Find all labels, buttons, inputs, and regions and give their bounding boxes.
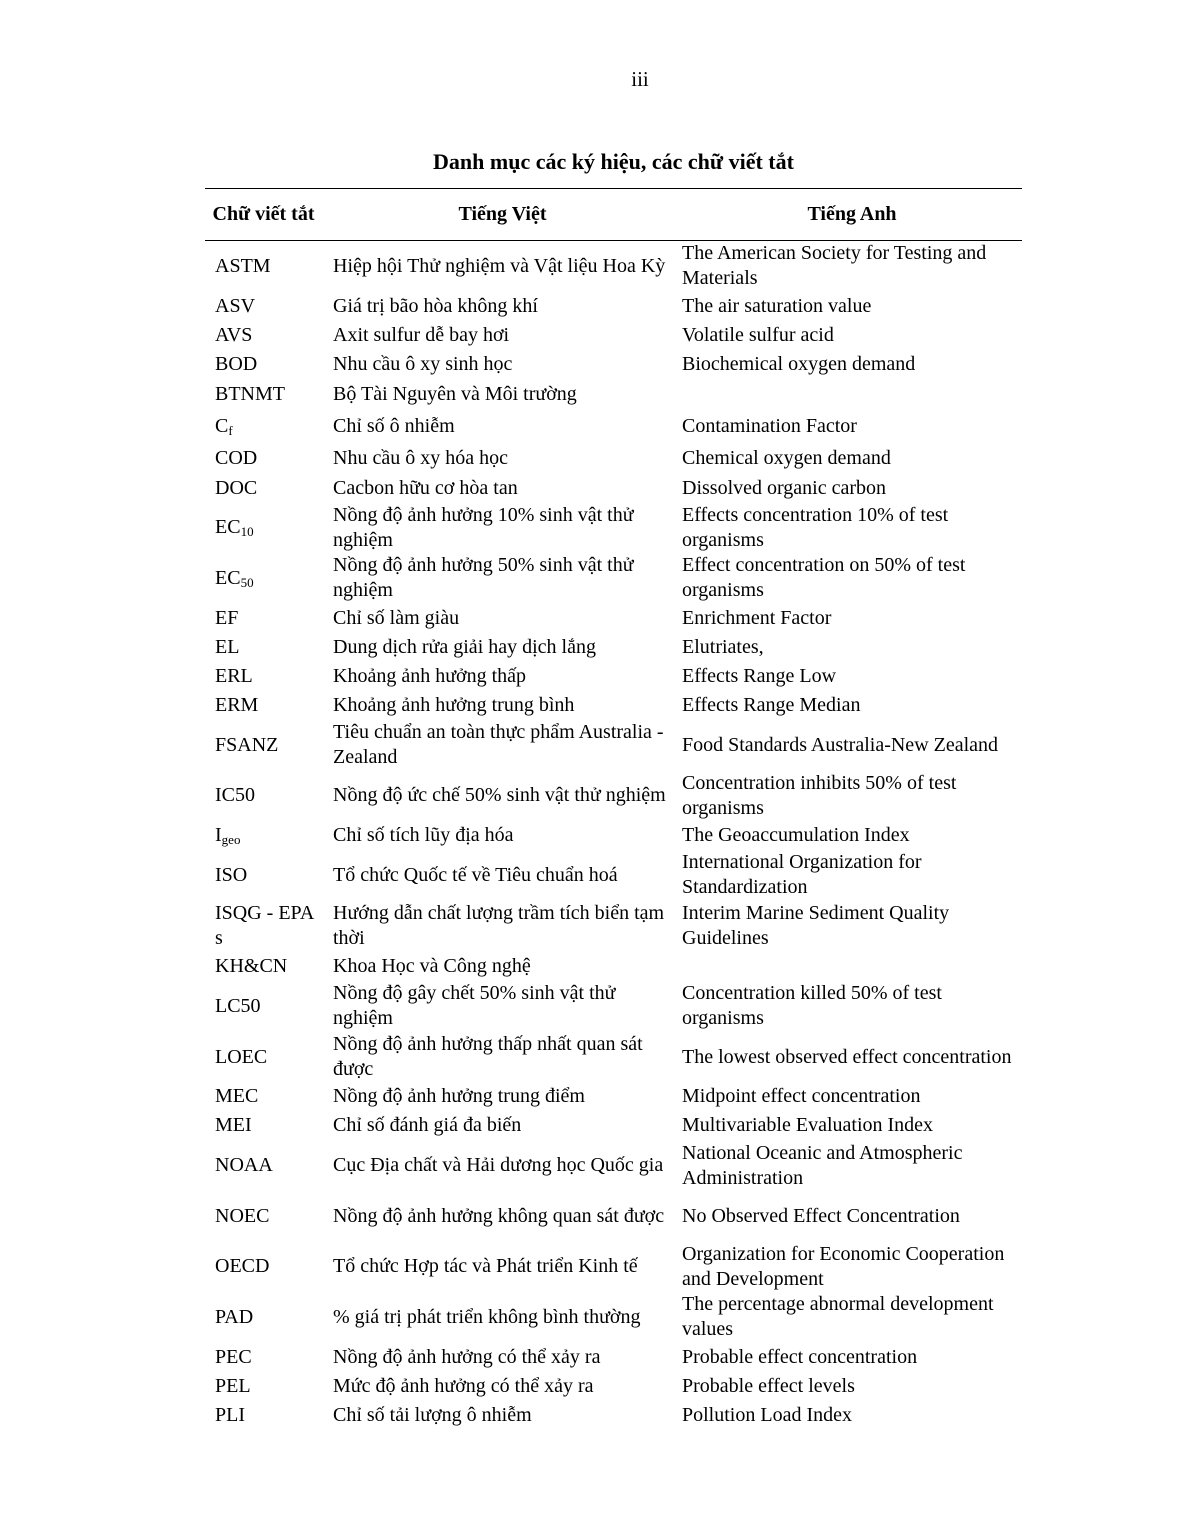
abbreviation-cell — [205, 664, 322, 689]
abbreviation-subscript: 10 — [240, 524, 254, 540]
abbreviation-text: EC — [215, 566, 241, 589]
abbreviation-text: BTNMT — [215, 383, 285, 406]
table-row — [205, 553, 1022, 604]
header-abbreviation: Chữ viết tắt — [212, 203, 315, 225]
abbreviation-text: ERL — [215, 664, 253, 687]
abbreviation-text: PAD — [215, 1305, 254, 1328]
abbreviation-text: NOAA — [215, 1154, 273, 1177]
abbreviation-cell — [205, 1204, 322, 1229]
english-cell: Concentration killed 50% of test organisms — [682, 982, 942, 1030]
vietnamese-cell: Nồng độ ảnh hưởng 50% sinh vật thử nghiệm — [333, 554, 634, 602]
vietnamese-cell: Nồng độ ảnh hưởng có thể xảy ra — [333, 1345, 601, 1368]
abbreviation-cell — [205, 863, 322, 888]
abbreviation-text: DOC — [215, 476, 258, 499]
abbreviation-text: C — [215, 415, 229, 438]
table-row — [205, 1372, 1022, 1401]
table-row — [205, 604, 1022, 633]
abbreviation-cell — [205, 823, 322, 848]
vietnamese-cell: Chỉ số tích lũy địa hóa — [333, 823, 514, 846]
abbreviation-subscript: f — [228, 423, 233, 439]
abbreviation-cell — [205, 954, 322, 979]
english-cell: Food Standards Australia-New Zealand — [682, 733, 999, 756]
english-cell: Organization for Economic Cooperation and Development — [682, 1242, 1005, 1290]
vietnamese-cell: % giá trị phát triển không bình thường — [333, 1305, 641, 1328]
abbreviation-cell — [205, 1345, 322, 1370]
table-row — [205, 292, 1022, 321]
table-row — [205, 411, 1022, 443]
table-row — [205, 1242, 1022, 1293]
vietnamese-cell: Nồng độ ảnh hưởng trung điểm — [333, 1085, 585, 1108]
abbreviation-cell — [205, 382, 322, 407]
abbreviation-subscript: 50 — [240, 574, 254, 590]
table-row — [205, 662, 1022, 691]
abbreviation-cell — [205, 1045, 322, 1070]
english-cell: The American Society for Testing and Materials — [682, 242, 987, 290]
table-row — [205, 1401, 1022, 1430]
abbreviation-cell — [205, 515, 322, 540]
table-row — [205, 503, 1022, 554]
abbreviation-text: AVS — [215, 323, 253, 346]
abbreviation-text: FSANZ — [215, 733, 279, 756]
abbreviation-text: I — [215, 823, 222, 846]
vietnamese-cell: Khoảng ảnh hưởng trung bình — [333, 693, 575, 716]
english-cell: Elutriates, — [682, 635, 764, 658]
abbreviation-cell — [205, 693, 322, 718]
abbreviation-cell — [205, 446, 322, 471]
abbreviation-text: EC — [215, 516, 241, 539]
vietnamese-cell: Tiêu chuẩn an toàn thực phẩm Australia - Zealand — [333, 721, 664, 769]
abbreviation-text: NOEC — [215, 1204, 270, 1227]
vietnamese-cell: Bộ Tài Nguyên và Môi trường — [333, 383, 577, 406]
english-cell: National Oceanic and Atmospheric Administration — [682, 1141, 963, 1189]
english-cell: Dissolved organic carbon — [682, 476, 887, 499]
abbreviation-cell — [205, 994, 322, 1019]
abbreviation-cell — [205, 414, 322, 439]
table-row — [205, 981, 1022, 1032]
table-row — [205, 1082, 1022, 1111]
table-row — [205, 1292, 1022, 1343]
abbreviation-text: EF — [215, 606, 239, 629]
vietnamese-cell: Cacbon hữu cơ hòa tan — [333, 476, 518, 499]
abbreviation-text: ISO — [215, 863, 248, 886]
table-row — [205, 821, 1022, 850]
table-row — [205, 1140, 1022, 1191]
table-row — [205, 321, 1022, 350]
abbreviation-cell — [205, 1254, 322, 1279]
table-row — [205, 720, 1022, 771]
abbreviation-cell — [205, 733, 322, 758]
abbreviation-text: EL — [215, 635, 240, 658]
abbreviation-cell — [205, 352, 322, 377]
english-cell: Chemical oxygen demand — [682, 446, 891, 469]
abbreviation-subscript: geo — [221, 831, 241, 847]
table-row — [205, 691, 1022, 720]
vietnamese-cell: Hướng dẫn chất lượng trầm tích biển tạm thời — [333, 902, 665, 950]
english-cell: The Geoaccumulation Index — [682, 823, 910, 846]
vietnamese-cell: Nhu cầu ô xy hóa học — [333, 446, 508, 469]
abbreviation-cell — [205, 1113, 322, 1138]
abbreviation-text: PEC — [215, 1345, 252, 1368]
vietnamese-cell: Tổ chức Quốc tế về Tiêu chuẩn hoá — [333, 863, 618, 886]
abbreviation-text: PEL — [215, 1374, 251, 1397]
table-row — [205, 1191, 1022, 1242]
english-cell: The air saturation value — [682, 294, 872, 317]
abbreviation-cell — [205, 1153, 322, 1178]
english-cell: Midpoint effect concentration — [682, 1085, 921, 1108]
vietnamese-cell: Khoảng ảnh hưởng thấp — [333, 664, 527, 687]
english-cell: Biochemical oxygen demand — [682, 352, 916, 375]
vietnamese-cell: Chỉ số đánh giá đa biến — [333, 1114, 522, 1137]
abbreviation-text: LC50 — [215, 994, 261, 1017]
header-english: Tiếng Anh — [807, 203, 897, 225]
abbreviation-text: MEI — [215, 1114, 252, 1137]
english-cell: The lowest observed effect concentration — [682, 1045, 1012, 1068]
table-body — [205, 241, 1022, 1430]
english-cell: Volatile sulfur acid — [682, 323, 834, 346]
abbreviation-text: ERM — [215, 693, 259, 716]
abbreviation-text: KH&CN — [215, 955, 288, 978]
abbreviation-text: BOD — [215, 352, 258, 375]
abbreviation-cell — [205, 1374, 322, 1399]
english-cell: No Observed Effect Concentration — [682, 1204, 960, 1227]
table-row — [205, 901, 1022, 953]
abbreviation-cell — [205, 566, 322, 591]
abbreviation-cell — [205, 1084, 322, 1109]
vietnamese-cell: Nồng độ ảnh hưởng 10% sinh vật thử nghiệm — [333, 503, 634, 551]
english-cell: Multivariable Evaluation Index — [682, 1114, 934, 1137]
english-cell: Effects concentration 10% of test organisms — [682, 503, 949, 551]
english-cell: Concentration inhibits 50% of test organisms — [682, 771, 957, 819]
abbreviation-cell — [205, 323, 322, 348]
english-cell: Effects Range Median — [682, 693, 861, 716]
vietnamese-cell: Khoa Học và Công nghệ — [333, 955, 531, 978]
vietnamese-cell: Tổ chức Hợp tác và Phát triển Kinh tế — [333, 1255, 638, 1278]
abbreviation-cell — [205, 606, 322, 631]
english-cell: Probable effect concentration — [682, 1345, 918, 1368]
table-row — [205, 1032, 1022, 1083]
english-cell: The percentage abnormal development values — [682, 1293, 994, 1341]
english-cell: Interim Marine Sediment Quality Guidelines — [682, 902, 950, 950]
vietnamese-cell: Nồng độ ảnh hưởng thấp nhất quan sát được — [333, 1033, 643, 1081]
abbreviation-text: OECD — [215, 1255, 270, 1278]
vietnamese-cell: Hiệp hội Thử nghiệm và Vật liệu Hoa Kỳ — [333, 254, 666, 277]
english-cell: Probable effect levels — [682, 1374, 855, 1397]
table-row — [205, 1343, 1022, 1372]
english-cell: International Organization for Standardization — [682, 851, 922, 899]
english-cell: Contamination Factor — [682, 415, 857, 438]
vietnamese-cell: Nhu cầu ô xy sinh học — [333, 352, 513, 375]
table-row — [205, 474, 1022, 503]
abbreviation-text: MEC — [215, 1085, 259, 1108]
vietnamese-cell: Giá trị bão hòa không khí — [333, 294, 538, 317]
table-header — [205, 189, 1022, 241]
vietnamese-cell: Cục Địa chất và Hải dương học Quốc gia — [333, 1154, 664, 1177]
abbreviation-cell — [205, 635, 322, 660]
english-cell: Effect concentration on 50% of test organisms — [682, 554, 966, 602]
table-row — [205, 350, 1022, 379]
abbreviation-cell — [205, 294, 322, 319]
abbreviation-cell — [205, 901, 322, 951]
table-row — [205, 1111, 1022, 1140]
vietnamese-cell: Axit sulfur dễ bay hơi — [333, 323, 510, 346]
vietnamese-cell: Chỉ số làm giàu — [333, 606, 460, 629]
vietnamese-cell: Nồng độ ức chế 50% sinh vật thử nghiệm — [333, 784, 666, 807]
english-cell: Enrichment Factor — [682, 606, 832, 629]
vietnamese-cell: Nồng độ gây chết 50% sinh vật thử nghiệm — [333, 982, 616, 1030]
abbreviation-cell — [205, 254, 322, 279]
page-number: iii — [631, 67, 649, 91]
abbreviation-text: ASTM — [215, 254, 271, 277]
english-cell: Effects Range Low — [682, 664, 837, 687]
abbreviation-text: IC50 — [215, 784, 255, 807]
vietnamese-cell: Mức độ ảnh hưởng có thể xảy ra — [333, 1374, 594, 1397]
vietnamese-cell: Chỉ số tải lượng ô nhiễm — [333, 1403, 532, 1426]
abbreviation-text: PLI — [215, 1403, 245, 1426]
page-title: Danh mục các ký hiệu, các chữ viết tắt — [433, 149, 794, 174]
abbreviation-cell — [205, 1305, 322, 1330]
table-row — [205, 443, 1022, 474]
vietnamese-cell: Chỉ số ô nhiễm — [333, 415, 455, 438]
table-row — [205, 952, 1022, 981]
abbreviation-text: ASV — [215, 294, 256, 317]
table-row — [205, 770, 1022, 821]
abbreviation-text: COD — [215, 446, 258, 469]
table-row — [205, 850, 1022, 901]
abbreviation-table — [205, 188, 1022, 1430]
table-row — [205, 633, 1022, 662]
header-vietnamese: Tiếng Việt — [458, 203, 547, 225]
abbreviation-text: LOEC — [215, 1045, 268, 1068]
abbreviation-cell — [205, 476, 322, 501]
abbreviation-text: ISQG - EPA s — [215, 902, 314, 950]
english-cell: Pollution Load Index — [682, 1403, 852, 1426]
table-row — [205, 241, 1022, 292]
vietnamese-cell: Dung dịch rửa giải hay dịch lắng — [333, 635, 596, 658]
table-row — [205, 379, 1022, 411]
abbreviation-cell — [205, 783, 322, 808]
abbreviation-cell — [205, 1403, 322, 1428]
vietnamese-cell: Nồng độ ảnh hưởng không quan sát được — [333, 1204, 665, 1227]
